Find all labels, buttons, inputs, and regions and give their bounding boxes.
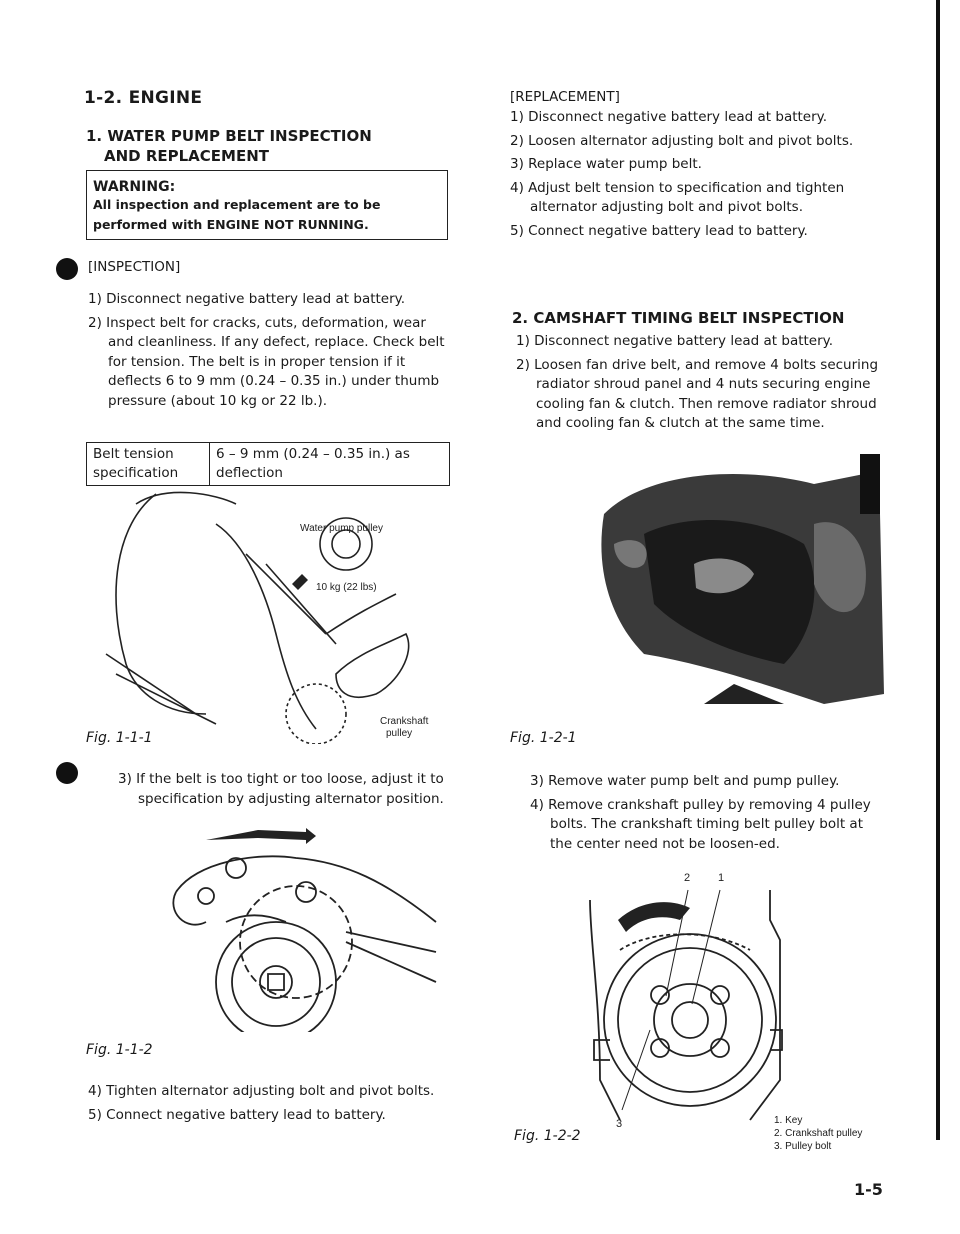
fig-caption: Fig. 1-2-2: [514, 1128, 581, 1144]
replacement-heading: [REPLACEMENT]: [510, 89, 620, 105]
callout-1: 1: [718, 872, 725, 884]
fig-caption: Fig. 1-1-1: [86, 730, 153, 746]
crankshaft-pulley-diagram: [580, 880, 800, 1140]
step-text: 2) Inspect belt for cracks, cuts, deformation, wear and cleanliness. If any defect, replace. Check belt for tension. The belt is in proper tension if it deflects 6 to 9 mm (0.24 – 0.35 in.) under thumb pressure (about 10 kg or 22 lb.).: [88, 314, 445, 409]
section-title: 1-2. ENGINE: [84, 88, 203, 108]
binder-hole: [56, 762, 78, 784]
fig-label-crankshaft-pulley: pulley: [386, 728, 413, 739]
fig-label-force: 10 kg (22 lbs): [316, 582, 377, 593]
replacement-steps: [510, 108, 880, 245]
step-text: 2) Loosen alternator adjusting bolt and pivot bolts.: [510, 132, 854, 149]
page-number: 1-5: [854, 1180, 883, 1199]
fig-label-water-pump-pulley: Water pump pulley: [300, 523, 383, 534]
alternator-adjustment-diagram: [166, 822, 446, 1032]
belt-tension-spec-table: [86, 442, 450, 486]
inspection-steps: [88, 290, 450, 415]
fig-legend: [774, 1114, 862, 1153]
warning-title: WARNING:: [93, 179, 176, 195]
adjust-step: [118, 770, 458, 813]
binder-hole: [56, 258, 78, 280]
legend-item: 3. Pulley bolt: [774, 1141, 832, 1152]
fig-label-crankshaft: Crankshaft: [380, 716, 429, 727]
step-text: 2) Loosen fan drive belt, and remove 4 bolts securing radiator shroud panel and 4 nuts securing engine cooling fan & clutch. Then remove radiator shroud and cooling fan & clutch at the same time.: [516, 356, 879, 431]
inspection-heading: [INSPECTION]: [88, 259, 181, 275]
legend-item: 1. Key: [774, 1115, 803, 1126]
warning-box: [86, 170, 448, 240]
step-text: 4) Tighten alternator adjusting bolt and pivot bolts.: [88, 1083, 435, 1099]
step-text: 1) Disconnect negative battery lead at battery.: [510, 109, 828, 125]
final-steps: [88, 1082, 450, 1129]
section2-title: 2. CAMSHAFT TIMING BELT INSPECTION: [512, 309, 845, 327]
fig-caption: Fig. 1-2-1: [510, 730, 577, 746]
step-text: 1) Disconnect negative battery lead at battery.: [516, 333, 834, 349]
step-text: 4) Remove crankshaft pulley by removing 4 pulley bolts. The crankshaft timing belt pulley bolt at the center need not be loosen-ed.: [530, 796, 871, 852]
step-text: 3) Remove water pump belt and pump pulley.: [530, 773, 840, 789]
spec-label: Belt tension specification: [87, 443, 210, 486]
section2-steps-b: [530, 772, 882, 858]
step-text: 3) If the belt is too tight or too loose, adjust it to specification by adjusting alternator position.: [118, 771, 444, 807]
page-edge-bar: [936, 0, 940, 1140]
legend-item: 2. Crankshaft pulley: [774, 1128, 863, 1139]
step-text: 5) Connect negative battery lead to battery.: [510, 222, 808, 239]
step-text: 5) Connect negative battery lead to battery.: [88, 1106, 386, 1123]
belt-deflection-diagram: [96, 484, 456, 744]
engine-photo: [584, 454, 886, 710]
spec-value: 6 – 9 mm (0.24 – 0.35 in.) as deflection: [216, 446, 410, 481]
step-text: 3) Replace water pump belt.: [510, 156, 702, 172]
step-text: 4) Adjust belt tension to specification and tighten alternator adjusting bolt and pivot bolts.: [510, 179, 845, 215]
warning-text: All inspection and replacement are to be performed with ENGINE NOT RUNNING.: [93, 197, 381, 232]
fig-caption: Fig. 1-1-2: [86, 1042, 153, 1058]
step-text: 1) Disconnect negative battery lead at battery.: [88, 291, 406, 307]
section2-steps-a: [516, 332, 882, 438]
callout-2: 2: [684, 872, 691, 884]
section1-title: 1. WATER PUMP BELT INSPECTION AND REPLACEMENT: [86, 127, 372, 165]
callout-3: 3: [616, 1118, 623, 1130]
